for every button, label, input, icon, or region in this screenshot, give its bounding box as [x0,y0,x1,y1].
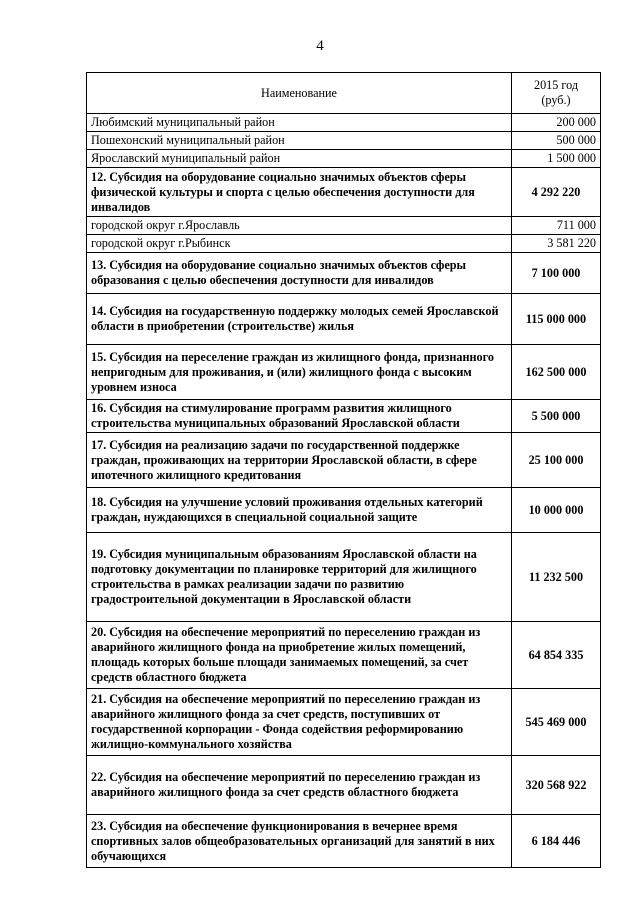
row-amount: 162 500 000 [512,345,601,400]
row-amount: 711 000 [512,217,601,235]
table-row [87,294,601,345]
table-row [87,815,601,868]
table-row [87,253,601,294]
row-amount: 500 000 [512,132,601,150]
table-row [87,488,601,533]
row-amount: 6 184 446 [512,815,601,868]
row-name: 15. Субсидия на переселение граждан из жилищного фонда, признанного непригодным для проживания, и (или) жилищного фонда с высоким уровнем износа [87,345,512,400]
row-amount: 4 292 220 [512,168,601,217]
table-row [87,235,601,253]
table-row [87,132,601,150]
table-row [87,433,601,488]
table-row [87,168,601,217]
row-name: городской округ г.Ярославль [87,217,512,235]
row-name: 20. Субсидия на обеспечение мероприятий по переселению граждан из аварийного жилищного фонда на приобретение жилых помещений, площадь которых больше площади занимаемых помещений, за счет средств областного бюджета [87,622,512,689]
row-name: 23. Субсидия на обеспечение функционирования в вечернее время спортивных залов общеобразовательных организаций для занятий в них обучающихся [87,815,512,868]
column-header-year-line2: (руб.) [541,93,571,107]
table-row [87,150,601,168]
column-header-year [512,73,601,114]
row-name: 21. Субсидия на обеспечение мероприятий по переселению граждан из аварийного жилищного фонда за счет средств, поступивших от государственной корпорации - Фонда содействия реформированию жилищно-коммунального хозяйства [87,689,512,756]
row-name: 13. Субсидия на оборудование социально значимых объектов сферы образования с целью обеспечения доступности для инвалидов [87,253,512,294]
row-name: 14. Субсидия на государственную поддержку молодых семей Ярославской области в приобретении (строительстве) жилья [87,294,512,345]
row-amount: 200 000 [512,114,601,132]
row-name: 19. Субсидия муниципальным образованиям Ярославской области на подготовку документации по планировке территорий для жилищного строительства в рамках реализации задачи по развитию градостроительной документации в Ярославской области [87,533,512,622]
table-row [87,114,601,132]
row-name: Любимский муниципальный район [87,114,512,132]
row-amount: 11 232 500 [512,533,601,622]
row-name: 16. Субсидия на стимулирование программ развития жилищного строительства муниципальных образований Ярославской области [87,400,512,433]
row-name: 22. Субсидия на обеспечение мероприятий по переселению граждан из аварийного жилищного фонда за счет средств областного бюджета [87,756,512,815]
row-amount: 3 581 220 [512,235,601,253]
column-header-name: Наименование [87,73,512,114]
row-amount: 320 568 922 [512,756,601,815]
row-name: городской округ г.Рыбинск [87,235,512,253]
column-header-year-line1: 2015 год [533,78,579,92]
table-row [87,217,601,235]
table-row [87,533,601,622]
subsidy-table [86,72,601,868]
row-name: 12. Субсидия на оборудование социально значимых объектов сферы физической культуры и спорта с целью обеспечения доступности для инвалидов [87,168,512,217]
row-amount: 10 000 000 [512,488,601,533]
row-amount: 64 854 335 [512,622,601,689]
row-name: Пошехонский муниципальный район [87,132,512,150]
table-row [87,756,601,815]
row-amount: 5 500 000 [512,400,601,433]
row-amount: 545 469 000 [512,689,601,756]
table-row [87,689,601,756]
table-row [87,622,601,689]
row-amount: 115 000 000 [512,294,601,345]
row-amount: 7 100 000 [512,253,601,294]
table-row [87,345,601,400]
table-header-row [87,73,601,114]
row-name: Ярославский муниципальный район [87,150,512,168]
row-amount: 25 100 000 [512,433,601,488]
row-name: 17. Субсидия на реализацию задачи по государственной поддержке граждан, проживающих на территории Ярославской области, в сфере ипотечного жилищного кредитования [87,433,512,488]
table-row [87,400,601,433]
row-amount: 1 500 000 [512,150,601,168]
row-name: 18. Субсидия на улучшение условий проживания отдельных категорий граждан, нуждающихся в специальной социальной защите [87,488,512,533]
page-number: 4 [316,38,324,54]
